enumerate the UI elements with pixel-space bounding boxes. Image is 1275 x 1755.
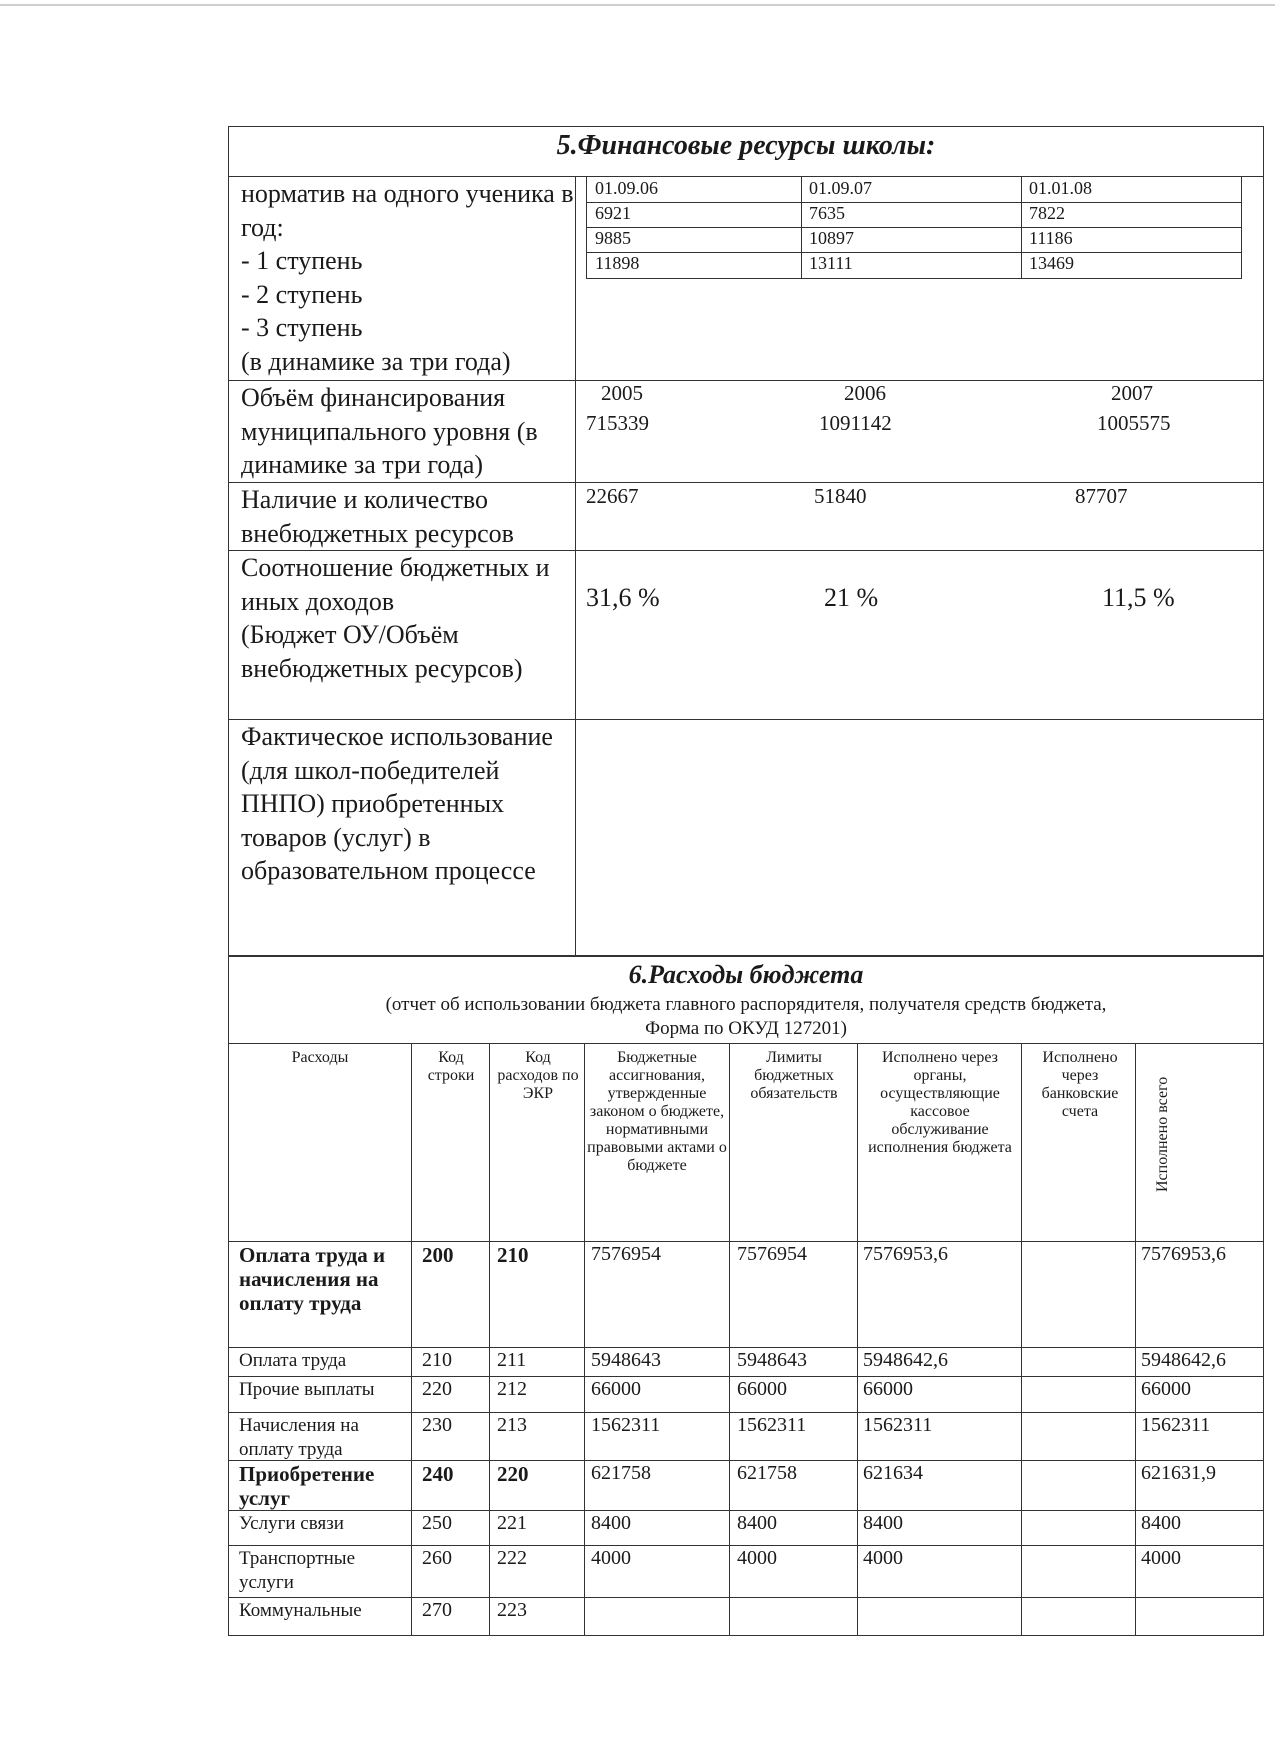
table-cell-assign: 66000 (591, 1378, 641, 1400)
col-header-exec-bank: Исполнено через банковские счета (1041, 1049, 1119, 1120)
table-cell-exec-organs: 66000 (863, 1378, 913, 1400)
norm-label: норматив на одного ученика в год: - 1 ступень - 2 ступень - 3 ступень (в динамике за три года) (241, 179, 574, 376)
inner-row (587, 227, 1241, 252)
divider (229, 1241, 1263, 1242)
table-cell-limits: 66000 (737, 1378, 787, 1400)
divider (229, 1347, 1263, 1348)
divider (1021, 1043, 1022, 1635)
table-cell-code: 250 (422, 1512, 452, 1534)
divider (411, 1043, 412, 1635)
extrabudget-value: 87707 (1075, 484, 1128, 508)
col-header-ekr-code: Код расходов по ЭКР (497, 1049, 579, 1102)
table-cell-assign: 4000 (591, 1547, 631, 1569)
table-cell-code: 200 (422, 1243, 454, 1267)
table-row-name: Прочие выплаты (239, 1379, 375, 1400)
table-cell-exec-organs: 1562311 (863, 1414, 933, 1436)
table-cell-code: 240 (422, 1462, 454, 1486)
table-cell-ekr: 223 (497, 1599, 527, 1621)
table-row-name: Приобретение услуг (239, 1462, 375, 1510)
table-cell-exec-organs: 5948642,6 (863, 1349, 948, 1371)
norm-inner-table (586, 176, 1242, 279)
extrabudget-label: Наличие и количество внебюджетных ресурсов (241, 485, 514, 548)
table-cell-assign: 621758 (591, 1462, 651, 1484)
inner-row (587, 177, 1241, 202)
table-cell-exec-organs: 7576953,6 (863, 1243, 948, 1265)
table-cell-assign: 5948643 (591, 1349, 661, 1371)
table-cell-limits: 8400 (737, 1512, 777, 1534)
table-cell-limits: 7576954 (737, 1243, 807, 1265)
col-header-exec-organs: Исполнено через органы, осуществляющие кассовое обслуживание исполнения бюджета (868, 1049, 1012, 1156)
table-row-name: Услуги связи (239, 1513, 344, 1534)
ratio-value: 31,6 % (586, 583, 660, 612)
inner-cell: 7635 (809, 203, 845, 223)
table-cell-exec-organs: 621634 (863, 1462, 923, 1484)
inner-cell: 01.09.07 (809, 178, 872, 198)
divider (229, 1460, 1263, 1461)
table-cell-ekr: 221 (497, 1512, 527, 1534)
divider (857, 1043, 858, 1635)
table-cell-exec-total: 7576953,6 (1141, 1243, 1226, 1265)
divider (229, 1376, 1263, 1377)
section6-title: 6.Расходы бюджета (628, 960, 864, 989)
inner-row (587, 202, 1241, 227)
funding-label: Объём финансирования муниципального уровня (в динамике за три года) (241, 383, 538, 479)
table-row-name: Начисления на оплату труда (239, 1415, 359, 1460)
divider (229, 1597, 1263, 1598)
usage-label: Фактическое использование (для школ-победителей ПНПО) приобретенных товаров (услуг) в образовательном процессе (241, 722, 553, 885)
ratio-label: Соотношение бюджетных и иных доходов (Бюджет ОУ/Объём внебюджетных ресурсов) (241, 553, 550, 683)
table-cell-code: 220 (422, 1378, 452, 1400)
inner-cell: 9885 (595, 228, 631, 248)
section6-subtitle-line: Форма по ОКУД 127201) (645, 1018, 847, 1039)
funding-value: 715339 (586, 411, 649, 435)
funding-year: 2005 (601, 381, 643, 405)
funding-value: 1005575 (1097, 411, 1171, 435)
inner-cell: 01.01.08 (1029, 178, 1092, 198)
col-header-assignments: Бюджетные ассигнования, утвержденные законом о бюджете, нормативными правовыми актами о бюджете (587, 1049, 727, 1174)
table-cell-ekr: 213 (497, 1414, 527, 1436)
divider (229, 1545, 1263, 1546)
divider (229, 955, 1263, 957)
section6-subtitle-line: (отчет об использовании бюджета главного распорядителя, получателя средств бюджета, (385, 994, 1107, 1015)
table-cell-ekr: 210 (497, 1243, 529, 1267)
table-cell-code: 210 (422, 1349, 452, 1371)
table-cell-limits: 5948643 (737, 1349, 807, 1371)
table-cell-assign: 7576954 (591, 1243, 661, 1265)
col-header-limits: Лимиты бюджетных обязательств (750, 1049, 838, 1102)
ratio-value: 21 % (824, 583, 879, 612)
scan-top-edge (0, 4, 1275, 6)
extrabudget-value: 22667 (586, 484, 639, 508)
table-cell-code: 230 (422, 1414, 452, 1436)
divider (229, 1510, 1263, 1511)
table-cell-exec-total: 621631,9 (1141, 1462, 1216, 1484)
table-row-name: Оплата труда и начисления на оплату труда (239, 1243, 386, 1315)
table-cell-limits: 4000 (737, 1547, 777, 1569)
document-frame (228, 126, 1264, 1636)
table-row-name: Коммунальные (239, 1600, 362, 1621)
inner-cell: 11186 (1029, 228, 1073, 248)
table-cell-exec-organs: 8400 (863, 1512, 903, 1534)
table-cell-code: 270 (422, 1599, 452, 1621)
table-row-name: Оплата труда (239, 1350, 347, 1371)
divider (489, 1043, 490, 1635)
table-cell-limits: 621758 (737, 1462, 797, 1484)
divider (729, 1043, 730, 1635)
funding-year: 2006 (844, 381, 886, 405)
table-cell-exec-organs: 4000 (863, 1547, 903, 1569)
funding-year: 2007 (1111, 381, 1153, 405)
table-cell-code: 260 (422, 1547, 452, 1569)
inner-cell: 11898 (595, 253, 640, 273)
ratio-value: 11,5 % (1102, 583, 1175, 612)
table-cell-ekr: 212 (497, 1378, 527, 1400)
inner-cell: 7822 (1029, 203, 1065, 223)
table-cell-exec-total: 1562311 (1141, 1414, 1211, 1436)
table-cell-ekr: 220 (497, 1462, 529, 1486)
divider (229, 1043, 1263, 1044)
inner-cell: 01.09.06 (595, 178, 658, 198)
table-cell-assign: 1562311 (591, 1414, 661, 1436)
table-cell-exec-total: 4000 (1141, 1547, 1181, 1569)
col-header-expenses: Расходы (291, 1049, 349, 1066)
table-cell-assign: 8400 (591, 1512, 631, 1534)
table-cell-exec-total: 5948642,6 (1141, 1349, 1226, 1371)
divider (229, 1412, 1263, 1413)
inner-cell: 13111 (809, 253, 853, 273)
col-header-exec-total: Исполнено всего (1154, 1076, 1171, 1192)
funding-value: 1091142 (819, 411, 892, 435)
table-cell-exec-total: 8400 (1141, 1512, 1181, 1534)
section6-subtitle (229, 993, 1263, 1041)
inner-cell: 13469 (1029, 253, 1074, 273)
table-cell-ekr: 211 (497, 1349, 527, 1371)
divider (584, 1043, 585, 1635)
inner-row (587, 252, 1241, 277)
table-row-name: Транспортные услуги (239, 1548, 356, 1593)
inner-cell: 6921 (595, 203, 631, 223)
table-cell-ekr: 222 (497, 1547, 527, 1569)
section5-title: 5.Финансовые ресурсы школы: (556, 130, 936, 161)
col-header-line-code: Код строки (427, 1049, 475, 1084)
table-cell-limits: 1562311 (737, 1414, 807, 1436)
divider (1135, 1043, 1136, 1635)
table-cell-exec-total: 66000 (1141, 1378, 1191, 1400)
extrabudget-value: 51840 (814, 484, 867, 508)
inner-cell: 10897 (809, 228, 854, 248)
